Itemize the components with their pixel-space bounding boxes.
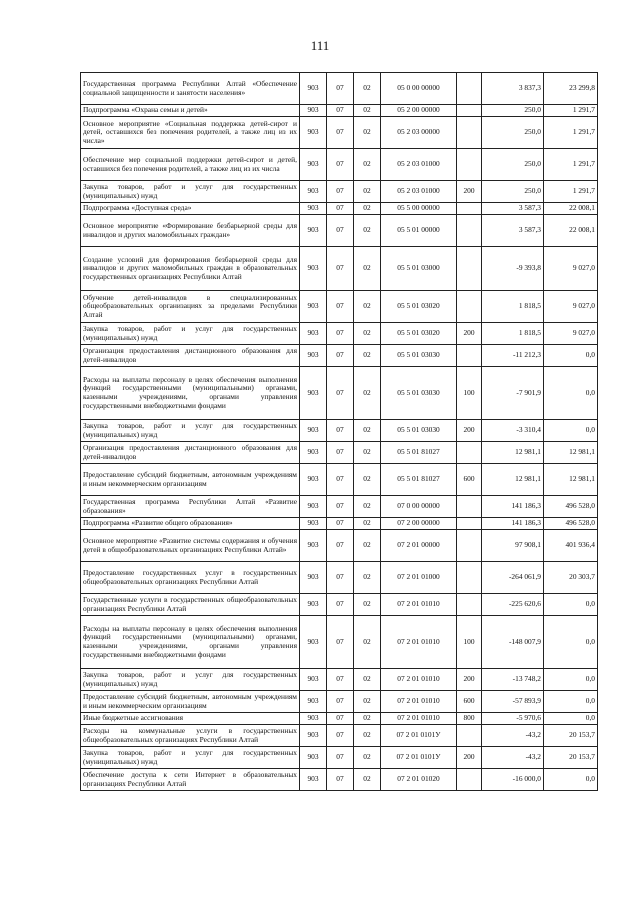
table-row xyxy=(81,562,598,594)
table-row xyxy=(81,105,598,117)
section-code-cell: 07 xyxy=(327,713,354,725)
table-row xyxy=(81,291,598,323)
amount-total-cell: 1 291,7 xyxy=(544,117,598,149)
amount-total-cell: 0,0 xyxy=(544,691,598,713)
table-row xyxy=(81,669,598,691)
expense-type-cell: 200 xyxy=(457,420,482,442)
amount-change-cell: -5 970,6 xyxy=(482,713,544,725)
amount-change-cell: -13 748,2 xyxy=(482,669,544,691)
expense-type-cell: 200 xyxy=(457,181,482,203)
expense-name-cell: Закупка товаров, работ и услуг для государственных (муниципальных) нужд xyxy=(81,181,300,203)
section-code-cell: 07 xyxy=(327,215,354,247)
department-code-cell: 903 xyxy=(300,769,327,791)
amount-total-cell: 20 303,7 xyxy=(544,562,598,594)
table-row xyxy=(81,323,598,345)
table-row xyxy=(81,345,598,367)
subsection-code-cell: 02 xyxy=(354,203,381,215)
section-code-cell: 07 xyxy=(327,518,354,530)
amount-total-cell: 12 981,1 xyxy=(544,464,598,496)
section-code-cell: 07 xyxy=(327,291,354,323)
department-code-cell: 903 xyxy=(300,616,327,669)
section-code-cell: 07 xyxy=(327,530,354,562)
section-code-cell: 07 xyxy=(327,769,354,791)
section-code-cell: 07 xyxy=(327,442,354,464)
subsection-code-cell: 02 xyxy=(354,73,381,105)
subsection-code-cell: 02 xyxy=(354,713,381,725)
department-code-cell: 903 xyxy=(300,203,327,215)
subsection-code-cell: 02 xyxy=(354,291,381,323)
amount-total-cell: 1 291,7 xyxy=(544,105,598,117)
section-code-cell: 07 xyxy=(327,367,354,420)
target-article-cell: 05 5 00 00000 xyxy=(381,203,457,215)
expense-type-cell xyxy=(457,769,482,791)
amount-total-cell: 0,0 xyxy=(544,345,598,367)
department-code-cell: 903 xyxy=(300,464,327,496)
expense-type-cell xyxy=(457,594,482,616)
department-code-cell: 903 xyxy=(300,725,327,747)
department-code-cell: 903 xyxy=(300,518,327,530)
section-code-cell: 07 xyxy=(327,73,354,105)
expense-type-cell xyxy=(457,345,482,367)
amount-total-cell: 496 528,0 xyxy=(544,496,598,518)
target-article-cell: 07 2 01 01010 xyxy=(381,616,457,669)
expense-type-cell: 600 xyxy=(457,464,482,496)
department-code-cell: 903 xyxy=(300,691,327,713)
amount-change-cell: 3 587,3 xyxy=(482,215,544,247)
section-code-cell: 07 xyxy=(327,562,354,594)
expense-type-cell xyxy=(457,117,482,149)
expense-type-cell xyxy=(457,215,482,247)
section-code-cell: 07 xyxy=(327,420,354,442)
expense-type-cell xyxy=(457,73,482,105)
amount-total-cell: 22 008,1 xyxy=(544,215,598,247)
amount-total-cell: 0,0 xyxy=(544,669,598,691)
subsection-code-cell: 02 xyxy=(354,725,381,747)
table-row xyxy=(81,442,598,464)
amount-change-cell: 1 818,5 xyxy=(482,323,544,345)
amount-total-cell: 496 528,0 xyxy=(544,518,598,530)
section-code-cell: 07 xyxy=(327,725,354,747)
table-row xyxy=(81,117,598,149)
expense-name-cell: Расходы на выплаты персоналу в целях обеспечения выполнения функций государственными (муниципальными) органами, казенными учреждениями, органами управления государственными внебюджетными фондами xyxy=(81,616,300,669)
amount-change-cell: 141 186,3 xyxy=(482,518,544,530)
expense-type-cell xyxy=(457,518,482,530)
expense-name-cell: Предоставление субсидий бюджетным, автономным учреждениям и иным некоммерческим организациям xyxy=(81,691,300,713)
expense-name-cell: Обеспечение доступа к сети Интернет в образовательных организациях Республики Алтай xyxy=(81,769,300,791)
expense-name-cell: Государственная программа Республики Алтай «Развитие образования» xyxy=(81,496,300,518)
target-article-cell: 07 2 01 00000 xyxy=(381,530,457,562)
amount-change-cell: 250,0 xyxy=(482,149,544,181)
expense-name-cell: Предоставление субсидий бюджетным, автономным учреждениям и иным некоммерческим организациям xyxy=(81,464,300,496)
amount-change-cell: 12 981,1 xyxy=(482,464,544,496)
amount-change-cell: 250,0 xyxy=(482,181,544,203)
department-code-cell: 903 xyxy=(300,117,327,149)
expense-name-cell: Закупка товаров, работ и услуг для государственных (муниципальных) нужд xyxy=(81,747,300,769)
subsection-code-cell: 02 xyxy=(354,496,381,518)
amount-change-cell: -43,2 xyxy=(482,747,544,769)
amount-total-cell: 1 291,7 xyxy=(544,149,598,181)
subsection-code-cell: 02 xyxy=(354,181,381,203)
section-code-cell: 07 xyxy=(327,464,354,496)
amount-total-cell: 401 936,4 xyxy=(544,530,598,562)
expense-name-cell: Расходы на коммунальные услуги в государственных общеобразовательных организациях Республики Алтай xyxy=(81,725,300,747)
amount-total-cell: 9 027,0 xyxy=(544,323,598,345)
table-row xyxy=(81,725,598,747)
amount-total-cell: 0,0 xyxy=(544,713,598,725)
amount-change-cell: -43,2 xyxy=(482,725,544,747)
expense-name-cell: Создание условий для формирования безбарьерной среды для инвалидов и других маломобильных граждан в образовательных государственных организациях Республики Алтай xyxy=(81,247,300,291)
section-code-cell: 07 xyxy=(327,691,354,713)
target-article-cell: 07 2 01 01010 xyxy=(381,594,457,616)
section-code-cell: 07 xyxy=(327,496,354,518)
amount-change-cell: 3 587,3 xyxy=(482,203,544,215)
target-article-cell: 07 2 00 00000 xyxy=(381,518,457,530)
expense-name-cell: Основное мероприятие «Развитие системы содержания и обучения детей в общеобразовательных организациях Республики Алтай» xyxy=(81,530,300,562)
amount-total-cell: 0,0 xyxy=(544,594,598,616)
section-code-cell: 07 xyxy=(327,203,354,215)
expense-type-cell: 200 xyxy=(457,323,482,345)
table-row xyxy=(81,203,598,215)
section-code-cell: 07 xyxy=(327,345,354,367)
amount-change-cell: -11 212,3 xyxy=(482,345,544,367)
table-row xyxy=(81,594,598,616)
expense-name-cell: Расходы на выплаты персоналу в целях обеспечения выполнения функций государственными (муниципальными) органами, казенными учреждениями, органами управления государственными внебюджетными фондами xyxy=(81,367,300,420)
expense-type-cell xyxy=(457,291,482,323)
target-article-cell: 05 5 01 03020 xyxy=(381,291,457,323)
target-article-cell: 05 5 01 03020 xyxy=(381,323,457,345)
table-row xyxy=(81,518,598,530)
subsection-code-cell: 02 xyxy=(354,616,381,669)
subsection-code-cell: 02 xyxy=(354,669,381,691)
target-article-cell: 05 5 01 03000 xyxy=(381,247,457,291)
section-code-cell: 07 xyxy=(327,747,354,769)
expense-type-cell xyxy=(457,562,482,594)
target-article-cell: 05 5 01 81027 xyxy=(381,464,457,496)
table-row xyxy=(81,149,598,181)
expense-type-cell xyxy=(457,203,482,215)
section-code-cell: 07 xyxy=(327,181,354,203)
target-article-cell: 05 2 03 00000 xyxy=(381,117,457,149)
amount-change-cell: 141 186,3 xyxy=(482,496,544,518)
department-code-cell: 903 xyxy=(300,215,327,247)
department-code-cell: 903 xyxy=(300,713,327,725)
department-code-cell: 903 xyxy=(300,747,327,769)
department-code-cell: 903 xyxy=(300,562,327,594)
section-code-cell: 07 xyxy=(327,616,354,669)
department-code-cell: 903 xyxy=(300,247,327,291)
amount-total-cell: 9 027,0 xyxy=(544,247,598,291)
expense-name-cell: Обеспечение мер социальной поддержки детей-сирот и детей, оставшихся без попечения родителей, а также лиц из их числа xyxy=(81,149,300,181)
amount-change-cell: -16 000,0 xyxy=(482,769,544,791)
subsection-code-cell: 02 xyxy=(354,420,381,442)
amount-total-cell: 20 153,7 xyxy=(544,747,598,769)
amount-change-cell: 250,0 xyxy=(482,105,544,117)
amount-total-cell: 12 981,1 xyxy=(544,442,598,464)
subsection-code-cell: 02 xyxy=(354,769,381,791)
expense-name-cell: Организация предоставления дистанционного образования для детей-инвалидов xyxy=(81,345,300,367)
department-code-cell: 903 xyxy=(300,323,327,345)
table-row xyxy=(81,496,598,518)
department-code-cell: 903 xyxy=(300,669,327,691)
table-row xyxy=(81,215,598,247)
table-row xyxy=(81,420,598,442)
table-row xyxy=(81,73,598,105)
subsection-code-cell: 02 xyxy=(354,215,381,247)
expense-type-cell xyxy=(457,530,482,562)
expense-name-cell: Подпрограмма «Охрана семьи и детей» xyxy=(81,105,300,117)
department-code-cell: 903 xyxy=(300,496,327,518)
expense-type-cell: 600 xyxy=(457,691,482,713)
expense-name-cell: Закупка товаров, работ и услуг для государственных (муниципальных) нужд xyxy=(81,669,300,691)
department-code-cell: 903 xyxy=(300,181,327,203)
expense-type-cell: 100 xyxy=(457,367,482,420)
target-article-cell: 07 2 01 0101У xyxy=(381,725,457,747)
expense-type-cell xyxy=(457,496,482,518)
subsection-code-cell: 02 xyxy=(354,594,381,616)
page-number: 111 xyxy=(310,38,330,53)
department-code-cell: 903 xyxy=(300,105,327,117)
target-article-cell: 05 2 03 01000 xyxy=(381,149,457,181)
target-article-cell: 05 5 01 81027 xyxy=(381,442,457,464)
section-code-cell: 07 xyxy=(327,247,354,291)
department-code-cell: 903 xyxy=(300,442,327,464)
amount-change-cell: 1 818,5 xyxy=(482,291,544,323)
section-code-cell: 07 xyxy=(327,323,354,345)
expense-type-cell: 800 xyxy=(457,713,482,725)
amount-total-cell: 9 027,0 xyxy=(544,291,598,323)
table-row xyxy=(81,367,598,420)
amount-total-cell: 0,0 xyxy=(544,420,598,442)
amount-change-cell: -148 007,9 xyxy=(482,616,544,669)
department-code-cell: 903 xyxy=(300,420,327,442)
amount-change-cell: 12 981,1 xyxy=(482,442,544,464)
expense-name-cell: Закупка товаров, работ и услуг для государственных (муниципальных) нужд xyxy=(81,323,300,345)
expense-type-cell xyxy=(457,725,482,747)
table-row xyxy=(81,181,598,203)
amount-change-cell: -9 393,8 xyxy=(482,247,544,291)
target-article-cell: 07 0 00 00000 xyxy=(381,496,457,518)
table-row xyxy=(81,747,598,769)
department-code-cell: 903 xyxy=(300,73,327,105)
section-code-cell: 07 xyxy=(327,669,354,691)
expense-name-cell: Иные бюджетные ассигнования xyxy=(81,713,300,725)
target-article-cell: 07 2 01 01020 xyxy=(381,769,457,791)
table-row xyxy=(81,769,598,791)
department-code-cell: 903 xyxy=(300,530,327,562)
amount-total-cell: 20 153,7 xyxy=(544,725,598,747)
target-article-cell: 05 5 01 00000 xyxy=(381,215,457,247)
amount-change-cell: -3 310,4 xyxy=(482,420,544,442)
subsection-code-cell: 02 xyxy=(354,323,381,345)
target-article-cell: 05 5 01 03030 xyxy=(381,420,457,442)
amount-total-cell: 22 008,1 xyxy=(544,203,598,215)
amount-change-cell: -57 893,9 xyxy=(482,691,544,713)
subsection-code-cell: 02 xyxy=(354,247,381,291)
expense-type-cell: 100 xyxy=(457,616,482,669)
amount-total-cell: 0,0 xyxy=(544,367,598,420)
target-article-cell: 07 2 01 01000 xyxy=(381,562,457,594)
subsection-code-cell: 02 xyxy=(354,530,381,562)
department-code-cell: 903 xyxy=(300,345,327,367)
target-article-cell: 05 5 01 03030 xyxy=(381,345,457,367)
amount-change-cell: 3 837,3 xyxy=(482,73,544,105)
table-row xyxy=(81,530,598,562)
amount-change-cell: 97 908,1 xyxy=(482,530,544,562)
target-article-cell: 05 5 01 03030 xyxy=(381,367,457,420)
expense-type-cell xyxy=(457,105,482,117)
subsection-code-cell: 02 xyxy=(354,442,381,464)
amount-total-cell: 23 299,8 xyxy=(544,73,598,105)
expense-type-cell xyxy=(457,442,482,464)
section-code-cell: 07 xyxy=(327,117,354,149)
subsection-code-cell: 02 xyxy=(354,117,381,149)
amount-change-cell: -225 620,6 xyxy=(482,594,544,616)
target-article-cell: 07 2 01 01010 xyxy=(381,691,457,713)
expense-name-cell: Подпрограмма «Доступная среда» xyxy=(81,203,300,215)
department-code-cell: 903 xyxy=(300,367,327,420)
table-row xyxy=(81,247,598,291)
table-row xyxy=(81,713,598,725)
section-code-cell: 07 xyxy=(327,149,354,181)
section-code-cell: 07 xyxy=(327,105,354,117)
amount-total-cell: 0,0 xyxy=(544,616,598,669)
subsection-code-cell: 02 xyxy=(354,562,381,594)
expense-type-cell: 200 xyxy=(457,747,482,769)
table-row xyxy=(81,616,598,669)
department-code-cell: 903 xyxy=(300,291,327,323)
expense-name-cell: Государственная программа Республики Алтай «Обеспечение социальной защищенности и занятости населения» xyxy=(81,73,300,105)
subsection-code-cell: 02 xyxy=(354,747,381,769)
subsection-code-cell: 02 xyxy=(354,105,381,117)
amount-change-cell: -264 061,9 xyxy=(482,562,544,594)
subsection-code-cell: 02 xyxy=(354,691,381,713)
expense-name-cell: Организация предоставления дистанционного образования для детей-инвалидов xyxy=(81,442,300,464)
amount-change-cell: -7 901,9 xyxy=(482,367,544,420)
target-article-cell: 05 2 00 00000 xyxy=(381,105,457,117)
budget-table xyxy=(80,72,598,791)
subsection-code-cell: 02 xyxy=(354,149,381,181)
section-code-cell: 07 xyxy=(327,594,354,616)
table-row xyxy=(81,691,598,713)
expense-name-cell: Основное мероприятие «Социальная поддержка детей-сирот и детей, оставшихся без попечения родителей, а также лиц из их числа» xyxy=(81,117,300,149)
department-code-cell: 903 xyxy=(300,594,327,616)
expense-name-cell: Государственные услуги в государственных общеобразовательных организациях Республики Алтай xyxy=(81,594,300,616)
amount-total-cell: 1 291,7 xyxy=(544,181,598,203)
expense-type-cell: 200 xyxy=(457,669,482,691)
subsection-code-cell: 02 xyxy=(354,464,381,496)
expense-name-cell: Основное мероприятие «Формирование безбарьерной среды для инвалидов и других маломобильных граждан» xyxy=(81,215,300,247)
subsection-code-cell: 02 xyxy=(354,518,381,530)
amount-change-cell: 250,0 xyxy=(482,117,544,149)
expense-name-cell: Подпрограмма «Развитие общего образования» xyxy=(81,518,300,530)
department-code-cell: 903 xyxy=(300,149,327,181)
expense-type-cell xyxy=(457,247,482,291)
target-article-cell: 05 2 03 01000 xyxy=(381,181,457,203)
expense-type-cell xyxy=(457,149,482,181)
expense-name-cell: Закупка товаров, работ и услуг для государственных (муниципальных) нужд xyxy=(81,420,300,442)
expense-name-cell: Обучение детей-инвалидов в специализированных общеобразовательных организациях за пределами Республики Алтай xyxy=(81,291,300,323)
subsection-code-cell: 02 xyxy=(354,367,381,420)
target-article-cell: 07 2 01 01010 xyxy=(381,713,457,725)
target-article-cell: 07 2 01 01010 xyxy=(381,669,457,691)
subsection-code-cell: 02 xyxy=(354,345,381,367)
table-row xyxy=(81,464,598,496)
target-article-cell: 05 0 00 00000 xyxy=(381,73,457,105)
amount-total-cell: 0,0 xyxy=(544,769,598,791)
budget-table-body xyxy=(81,73,598,791)
target-article-cell: 07 2 01 0101У xyxy=(381,747,457,769)
expense-name-cell: Предоставление государственных услуг в государственных общеобразовательных организациях Республики Алтай xyxy=(81,562,300,594)
